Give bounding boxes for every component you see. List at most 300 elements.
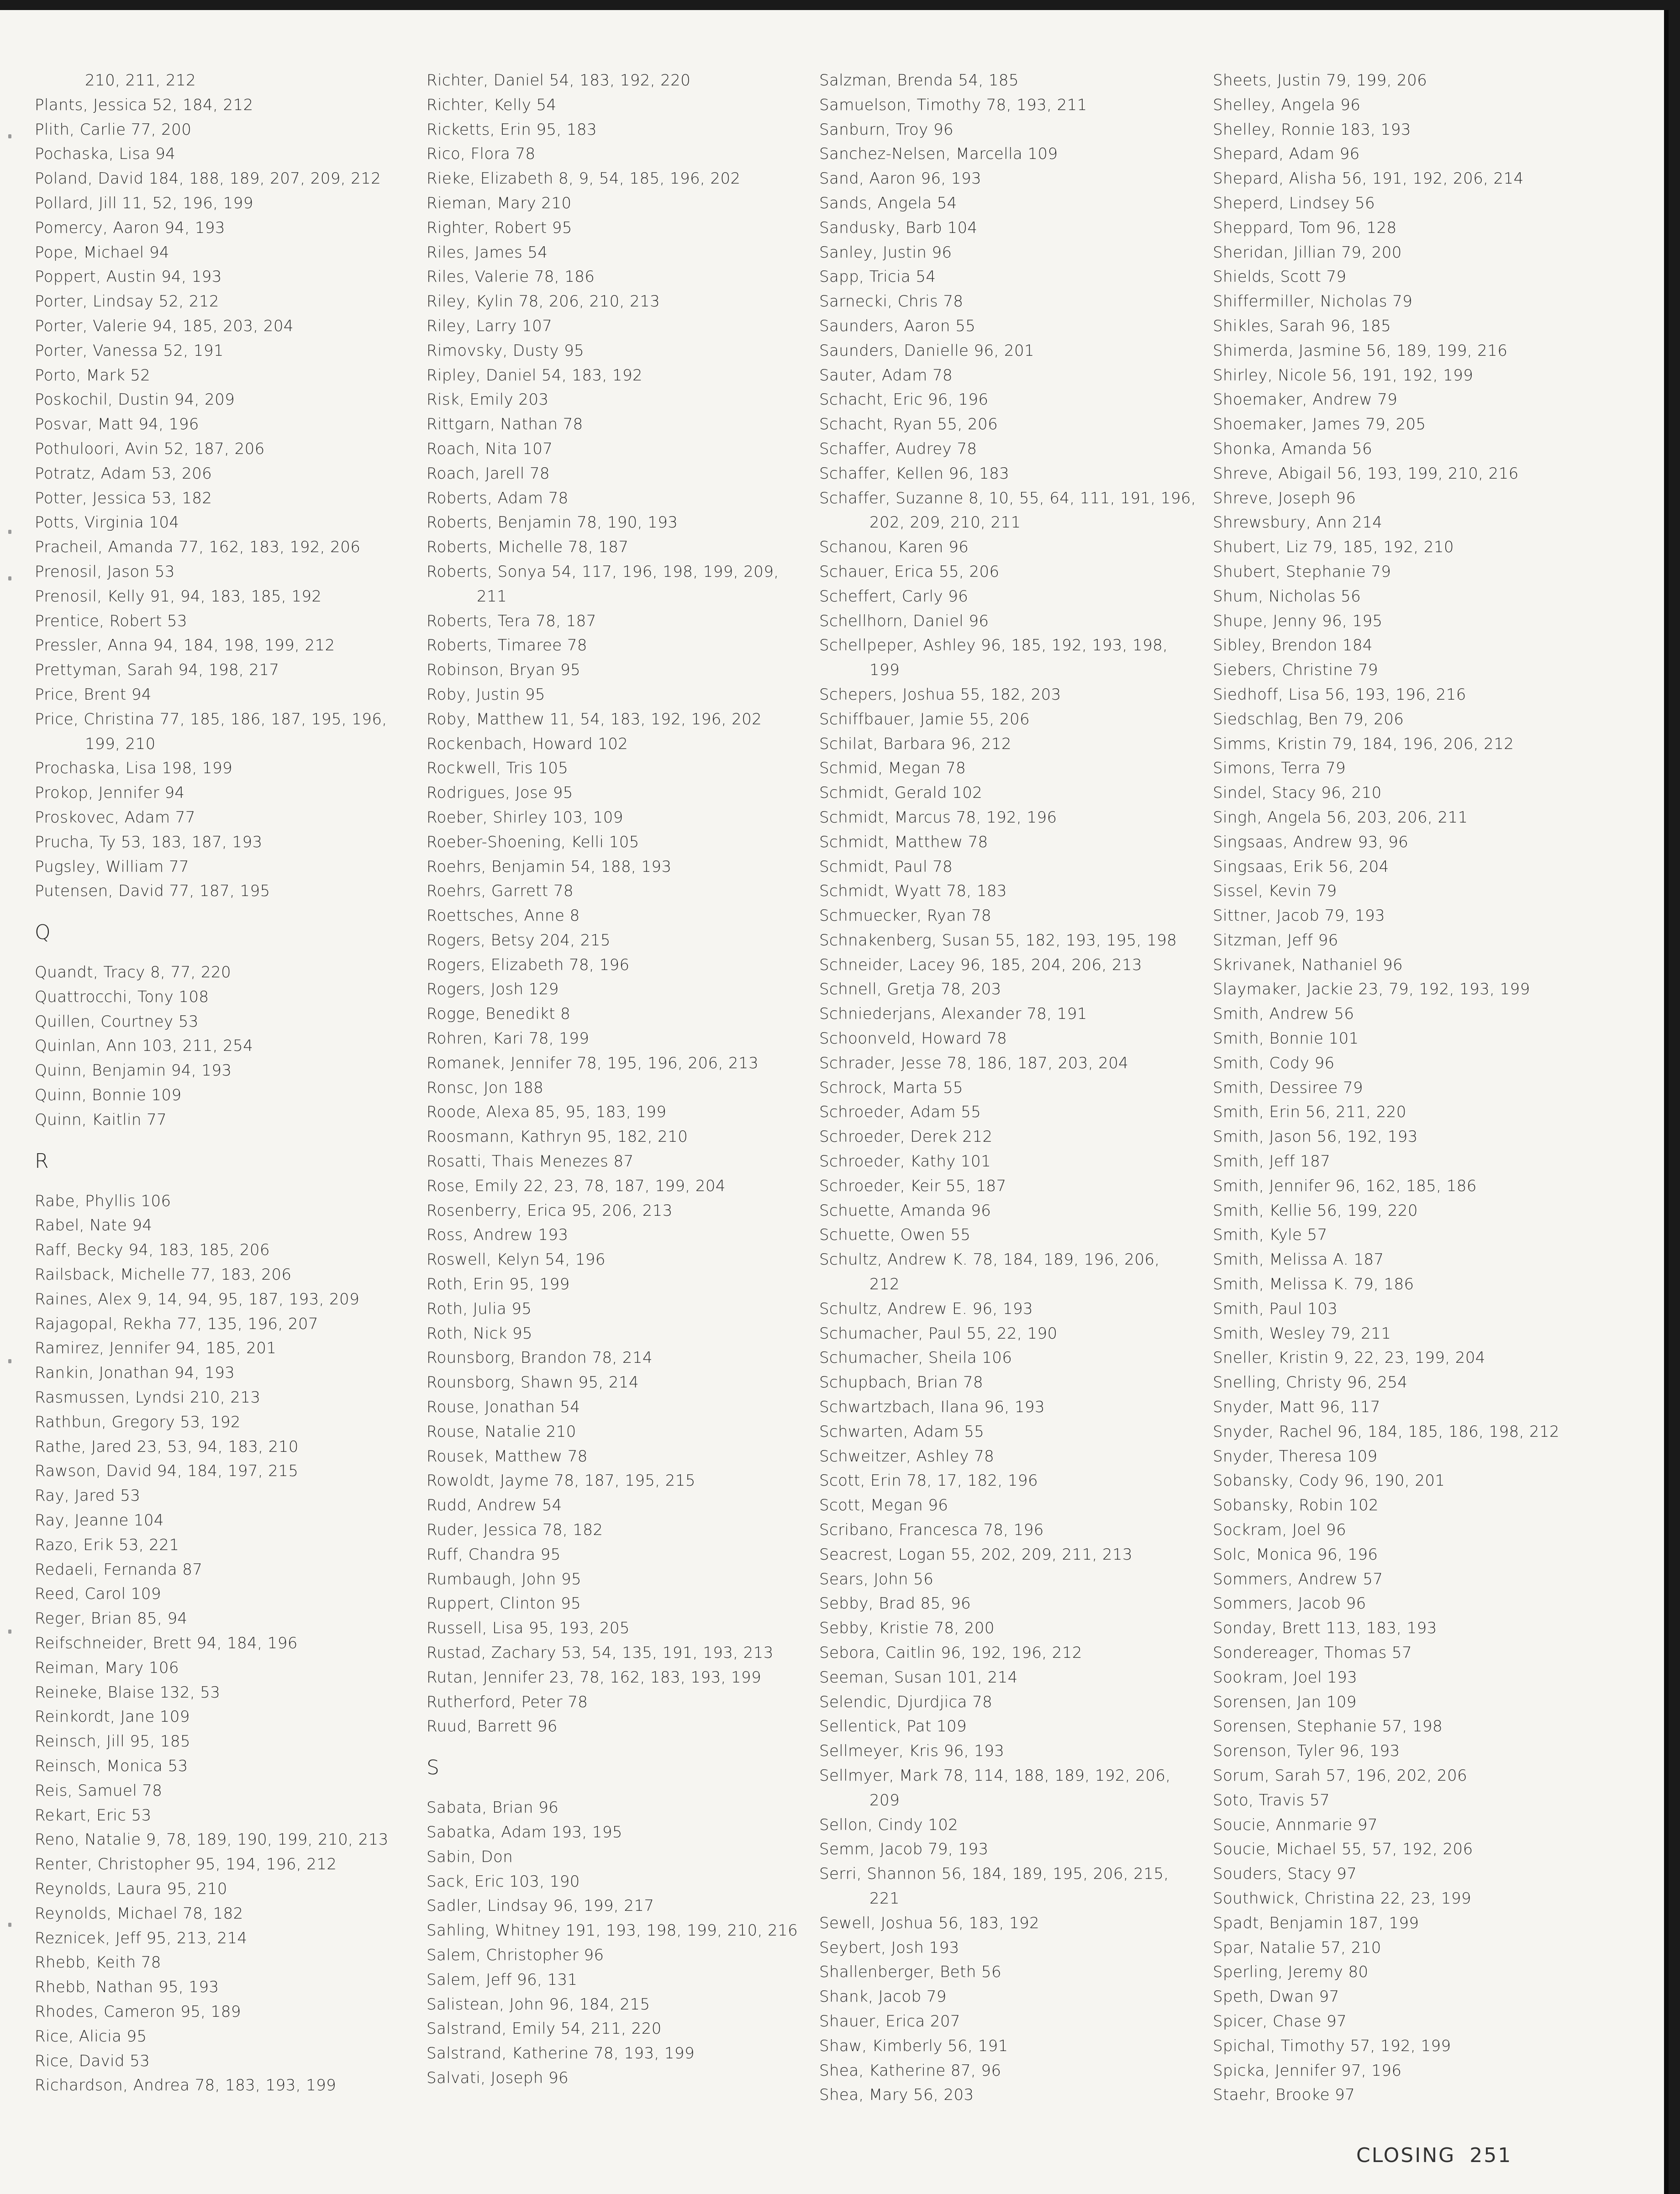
index-entry: Schauer, Erica 55, 206 <box>819 562 1000 581</box>
index-entry: Sneller, Kristin 9, 22, 23, 199, 204 <box>1213 1349 1485 1367</box>
footer-page-number: 251 <box>1469 2144 1512 2167</box>
index-entry: Samuelson, Timothy 78, 193, 211 <box>819 95 1087 114</box>
index-entry: Rouse, Jonathan 54 <box>427 1398 580 1417</box>
index-entry: Schellhorn, Daniel 96 <box>819 612 989 630</box>
index-entry: Roth, Erin 95, 199 <box>427 1275 570 1294</box>
index-entry: Russell, Lisa 95, 193, 205 <box>427 1619 630 1638</box>
margin-mark <box>8 1630 11 1634</box>
index-entry: Rutherford, Peter 78 <box>427 1693 588 1711</box>
index-entry: Sheppard, Tom 96, 128 <box>1213 218 1397 237</box>
index-entry: Roby, Justin 95 <box>427 685 545 704</box>
index-entry: Rodrigues, Jose 95 <box>427 784 573 802</box>
index-entry: Spichal, Timothy 57, 192, 199 <box>1213 2036 1451 2055</box>
index-entry: Prettyman, Sarah 94, 198, 217 <box>35 661 279 680</box>
page-footer <box>1356 2144 1512 2167</box>
index-entry: Reed, Carol 109 <box>35 1585 161 1603</box>
index-entry: Snyder, Theresa 109 <box>1213 1447 1378 1466</box>
index-entry: Ruud, Barrett 96 <box>427 1717 558 1736</box>
index-entry: Skrivanek, Nathaniel 96 <box>1213 955 1403 974</box>
index-entry: Schmidt, Paul 78 <box>819 857 953 876</box>
index-entry: Sitzman, Jeff 96 <box>1213 931 1338 949</box>
index-entry: Sorenson, Tyler 96, 193 <box>1213 1742 1400 1761</box>
index-entry: Singh, Angela 56, 203, 206, 211 <box>1213 808 1468 827</box>
index-entry: Snyder, Matt 96, 117 <box>1213 1398 1380 1417</box>
index-entry: Shank, Jacob 79 <box>819 1988 947 2006</box>
index-entry: Ramirez, Jennifer 94, 185, 201 <box>35 1339 277 1358</box>
index-entry-continuation: 212 <box>869 1275 900 1294</box>
index-entry: Schacht, Eric 96, 196 <box>819 390 989 409</box>
index-entry: Prokop, Jennifer 94 <box>35 784 185 802</box>
index-entry: Shoemaker, Andrew 79 <box>1213 390 1398 409</box>
index-entry: Sewell, Joshua 56, 183, 192 <box>819 1914 1040 1932</box>
index-entry: Sheperd, Lindsey 56 <box>1213 194 1375 212</box>
index-entry: Rutan, Jennifer 23, 78, 162, 183, 193, 199 <box>427 1668 762 1687</box>
index-entry: Roberts, Adam 78 <box>427 489 569 507</box>
index-entry: Scribano, Francesca 78, 196 <box>819 1521 1044 1540</box>
index-entry: Selendic, Djurdjica 78 <box>819 1693 993 1711</box>
index-entry: Schuette, Owen 55 <box>819 1226 971 1245</box>
index-entry: Smith, Jennifer 96, 162, 185, 186 <box>1213 1176 1477 1195</box>
index-entry: Staehr, Brooke 97 <box>1213 2086 1355 2104</box>
index-entry: Rabe, Phyllis 106 <box>35 1192 171 1210</box>
index-entry: Roode, Alexa 85, 95, 183, 199 <box>427 1103 667 1122</box>
index-entry: Sanburn, Troy 96 <box>819 120 954 139</box>
index-entry: Sellon, Cindy 102 <box>819 1815 958 1834</box>
index-column-4 <box>1213 69 1596 2108</box>
index-entry: Sorensen, Jan 109 <box>1213 1693 1357 1711</box>
index-entry: Rudd, Andrew 54 <box>427 1496 562 1515</box>
index-entry: Sobansky, Cody 96, 190, 201 <box>1213 1471 1445 1490</box>
index-entry: Simms, Kristin 79, 184, 196, 206, 212 <box>1213 734 1514 753</box>
index-entry: Schilat, Barbara 96, 212 <box>819 734 1011 753</box>
index-entry: Reinkordt, Jane 109 <box>35 1708 190 1726</box>
section-letter-heading: R <box>35 1149 49 1173</box>
index-entry: Quattrocchi, Tony 108 <box>35 987 209 1006</box>
index-entry: Singsaas, Andrew 93, 96 <box>1213 833 1409 851</box>
index-entry: Sebby, Brad 85, 96 <box>819 1594 971 1613</box>
index-entry: Rogers, Elizabeth 78, 196 <box>427 955 630 974</box>
index-entry: Siedhoff, Lisa 56, 193, 196, 216 <box>1213 685 1466 704</box>
index-column-1 <box>35 69 400 2098</box>
index-entry: Salzman, Brenda 54, 185 <box>819 71 1019 90</box>
index-entry: Sebby, Kristie 78, 200 <box>819 1619 995 1638</box>
index-entry: Smith, Cody 96 <box>1213 1054 1335 1072</box>
index-entry: Smith, Bonnie 101 <box>1213 1029 1359 1048</box>
index-entry: Ricketts, Erin 95, 183 <box>427 120 597 139</box>
index-entry: Rieman, Mary 210 <box>427 194 572 212</box>
index-entry: Sebora, Caitlin 96, 192, 196, 212 <box>819 1644 1082 1662</box>
index-entry: Prenosil, Kelly 91, 94, 183, 185, 192 <box>35 587 322 606</box>
index-entry: Schroeder, Adam 55 <box>819 1103 981 1122</box>
index-column-3 <box>819 69 1203 2108</box>
index-entry: Porter, Valerie 94, 185, 203, 204 <box>35 316 294 335</box>
index-entry: Smith, Jason 56, 192, 193 <box>1213 1128 1418 1146</box>
index-entry: Sabin, Don <box>427 1847 513 1866</box>
index-entry: Roth, Julia 95 <box>427 1299 532 1318</box>
index-entry: Prucha, Ty 53, 183, 187, 193 <box>35 833 263 851</box>
index-entry: Schellpeper, Ashley 96, 185, 192, 193, 198, <box>819 636 1168 655</box>
index-entry: Reiman, Mary 106 <box>35 1658 179 1677</box>
index-entry: Shelley, Ronnie 183, 193 <box>1213 120 1411 139</box>
index-entry: Prentice, Robert 53 <box>35 612 187 630</box>
index-entry: Quandt, Tracy 8, 77, 220 <box>35 963 232 982</box>
index-entry: Sheets, Justin 79, 199, 206 <box>1213 71 1427 90</box>
index-entry: Saunders, Aaron 55 <box>819 316 976 335</box>
index-entry-continuation: 209 <box>869 1791 900 1809</box>
index-entry: Pothuloori, Avin 52, 187, 206 <box>35 439 265 458</box>
index-entry: Schiffbauer, Jamie 55, 206 <box>819 710 1030 728</box>
index-entry: Prochaska, Lisa 198, 199 <box>35 759 233 778</box>
index-entry: Reis, Samuel 78 <box>35 1781 163 1800</box>
index-entry: Porter, Vanessa 52, 191 <box>35 341 224 360</box>
index-entry: Rounsborg, Shawn 95, 214 <box>427 1373 639 1392</box>
index-entry: Schmidt, Wyatt 78, 183 <box>819 882 1007 901</box>
index-entry: Redaeli, Fernanda 87 <box>35 1560 203 1579</box>
index-entry: Semm, Jacob 79, 193 <box>819 1840 989 1859</box>
index-entry: Rhodes, Cameron 95, 189 <box>35 2002 241 2021</box>
index-entry: Sabata, Brian 96 <box>427 1798 559 1817</box>
index-entry: Smith, Kellie 56, 199, 220 <box>1213 1201 1418 1220</box>
margin-mark <box>8 1359 11 1363</box>
index-entry: Salstrand, Katherine 78, 193, 199 <box>427 2044 695 2063</box>
index-entry: Ripley, Daniel 54, 183, 192 <box>427 366 643 385</box>
index-entry: Sand, Aaron 96, 193 <box>819 169 982 188</box>
index-entry: Rice, Alicia 95 <box>35 2027 147 2046</box>
index-entry: Shauer, Erica 207 <box>819 2012 960 2031</box>
index-entry: Salvati, Joseph 96 <box>427 2068 569 2087</box>
index-entry: Schwarten, Adam 55 <box>819 1422 985 1441</box>
index-entry-continuation: 210, 211, 212 <box>85 71 196 90</box>
index-entry: Ruppert, Clinton 95 <box>427 1594 581 1613</box>
index-entry: Price, Christina 77, 185, 186, 187, 195, 196, <box>35 710 387 728</box>
margin-mark <box>8 134 11 138</box>
index-entry: Snyder, Rachel 96, 184, 185, 186, 198, 212 <box>1213 1422 1560 1441</box>
index-entry: Shelley, Angela 96 <box>1213 95 1361 114</box>
index-entry: Soucie, Michael 55, 57, 192, 206 <box>1213 1840 1473 1859</box>
index-entry: Rice, David 53 <box>35 2052 150 2070</box>
index-entry: Speth, Dwan 97 <box>1213 1988 1339 2006</box>
index-entry: Seybert, Josh 193 <box>819 1938 959 1957</box>
index-entry: Sobansky, Robin 102 <box>1213 1496 1379 1515</box>
index-entry: Shaw, Kimberly 56, 191 <box>819 2036 1008 2055</box>
section-letter-heading: S <box>427 1756 440 1780</box>
index-entry: Price, Brent 94 <box>35 685 152 704</box>
index-entry: Schmidt, Marcus 78, 192, 196 <box>819 808 1057 827</box>
index-entry: Sissel, Kevin 79 <box>1213 882 1337 901</box>
index-entry: Sommers, Jacob 96 <box>1213 1594 1366 1613</box>
index-entry: Rounsborg, Brandon 78, 214 <box>427 1349 653 1367</box>
index-entry: Siebers, Christine 79 <box>1213 661 1378 680</box>
index-entry: Rankin, Jonathan 94, 193 <box>35 1364 235 1382</box>
index-entry: Schacht, Ryan 55, 206 <box>819 415 998 434</box>
index-entry: Scott, Erin 78, 17, 182, 196 <box>819 1471 1038 1490</box>
index-entry: Rousek, Matthew 78 <box>427 1447 588 1466</box>
index-entry: Shallenberger, Beth 56 <box>819 1963 1002 1982</box>
margin-mark <box>8 530 11 534</box>
index-entry: Romanek, Jennifer 78, 195, 196, 206, 213 <box>427 1054 759 1072</box>
index-entry: Sabatka, Adam 193, 195 <box>427 1823 622 1841</box>
index-entry: Reger, Brian 85, 94 <box>35 1609 188 1628</box>
margin-mark <box>8 1923 11 1927</box>
index-entry: Rekart, Eric 53 <box>35 1806 152 1825</box>
index-entry-continuation: 199 <box>869 661 900 680</box>
index-entry: Reifschneider, Brett 94, 184, 196 <box>35 1634 298 1653</box>
index-entry: Scott, Megan 96 <box>819 1496 948 1515</box>
index-entry: Rogers, Betsy 204, 215 <box>427 931 611 949</box>
index-entry: Riles, Valerie 78, 186 <box>427 268 595 286</box>
index-entry: Smith, Kyle 57 <box>1213 1226 1327 1245</box>
index-entry: Schroeder, Keir 55, 187 <box>819 1176 1006 1195</box>
index-entry: Riley, Larry 107 <box>427 316 553 335</box>
index-entry: Rockenbach, Howard 102 <box>427 734 628 753</box>
index-entry: Posvar, Matt 94, 196 <box>35 415 199 434</box>
index-entry: Roehrs, Garrett 78 <box>427 882 574 901</box>
index-entry: Roberts, Timaree 78 <box>427 636 587 655</box>
index-entry: Shea, Katherine 87, 96 <box>819 2061 1001 2080</box>
index-entry: Smith, Erin 56, 211, 220 <box>1213 1103 1406 1122</box>
index-entry: Spicka, Jennifer 97, 196 <box>1213 2061 1402 2080</box>
index-entry: Roettsches, Anne 8 <box>427 907 580 925</box>
index-entry: Seeman, Susan 101, 214 <box>819 1668 1018 1687</box>
index-entry: Plith, Carlie 77, 200 <box>35 120 192 139</box>
index-entry: Prenosil, Jason 53 <box>35 562 175 581</box>
index-entry: Rosenberry, Erica 95, 206, 213 <box>427 1201 673 1220</box>
index-entry: Shrewsbury, Ann 214 <box>1213 513 1383 532</box>
index-entry: Potter, Jessica 53, 182 <box>35 489 212 507</box>
index-entry: Razo, Erik 53, 221 <box>35 1535 179 1554</box>
index-entry: Richter, Kelly 54 <box>427 95 557 114</box>
index-entry: Rathe, Jared 23, 53, 94, 183, 210 <box>35 1437 299 1456</box>
index-entry: Schweitzer, Ashley 78 <box>819 1447 995 1466</box>
index-entry: Pracheil, Amanda 77, 162, 183, 192, 206 <box>35 538 361 557</box>
index-entry: Roberts, Benjamin 78, 190, 193 <box>427 513 678 532</box>
index-entry: Sellmeyer, Kris 96, 193 <box>819 1742 1005 1761</box>
index-entry: Rouse, Natalie 210 <box>427 1422 576 1441</box>
index-entry: Quinlan, Ann 103, 211, 254 <box>35 1037 253 1055</box>
index-entry: Sorum, Sarah 57, 196, 202, 206 <box>1213 1766 1468 1785</box>
index-entry: Rajagopal, Rekha 77, 135, 196, 207 <box>35 1314 318 1333</box>
index-entry: Rabel, Nate 94 <box>35 1216 153 1235</box>
index-entry: Ruder, Jessica 78, 182 <box>427 1521 603 1540</box>
index-entry: Salstrand, Emily 54, 211, 220 <box>427 2020 662 2038</box>
index-entry: Shupe, Jenny 96, 195 <box>1213 612 1383 630</box>
margin-mark <box>8 576 11 580</box>
index-entry: Serri, Shannon 56, 184, 189, 195, 206, 215, <box>819 1865 1169 1883</box>
index-entry: Schepers, Joshua 55, 182, 203 <box>819 685 1061 704</box>
index-entry: Schroeder, Kathy 101 <box>819 1152 991 1171</box>
index-entry: Salem, Jeff 96, 131 <box>427 1970 578 1989</box>
index-entry: Sack, Eric 103, 190 <box>427 1872 580 1891</box>
index-entry: Smith, Melissa K. 79, 186 <box>1213 1275 1414 1294</box>
index-entry: Sauter, Adam 78 <box>819 366 953 385</box>
index-entry: Ray, Jared 53 <box>35 1487 141 1505</box>
index-entry: Reinsch, Jill 95, 185 <box>35 1732 190 1751</box>
index-entry: Ronsc, Jon 188 <box>427 1078 544 1097</box>
index-entry: Reineke, Blaise 132, 53 <box>35 1683 221 1702</box>
index-entry-continuation: 199, 210 <box>85 734 156 753</box>
index-entry: Rasmussen, Lyndsi 210, 213 <box>35 1388 261 1407</box>
index-entry: Poland, David 184, 188, 189, 207, 209, 212 <box>35 169 381 188</box>
section-letter-heading: Q <box>35 921 51 944</box>
index-entry: Schmidt, Gerald 102 <box>819 784 983 802</box>
index-entry: Spicer, Chase 97 <box>1213 2012 1347 2031</box>
index-entry: Putensen, David 77, 187, 195 <box>35 882 270 901</box>
index-entry: Pope, Michael 94 <box>35 243 169 262</box>
index-entry: Spar, Natalie 57, 210 <box>1213 1938 1381 1957</box>
index-entry-continuation: 211 <box>477 587 507 606</box>
index-entry: Sibley, Brendon 184 <box>1213 636 1373 655</box>
index-entry: Rogge, Benedikt 8 <box>427 1005 571 1023</box>
index-entry: Schrock, Marta 55 <box>819 1078 964 1097</box>
index-entry: Rose, Emily 22, 23, 78, 187, 199, 204 <box>427 1176 726 1195</box>
footer-section: CLOSING <box>1356 2144 1456 2167</box>
index-entry: Sheridan, Jillian 79, 200 <box>1213 243 1402 262</box>
index-entry: Schnell, Gretja 78, 203 <box>819 980 1001 999</box>
index-entry: Southwick, Christina 22, 23, 199 <box>1213 1889 1471 1908</box>
index-entry: Sears, John 56 <box>819 1570 934 1588</box>
index-entry: Sperling, Jeremy 80 <box>1213 1963 1369 1982</box>
index-entry: Schroeder, Derek 212 <box>819 1128 993 1146</box>
index-entry: Scheffert, Carly 96 <box>819 587 969 606</box>
index-entry: Sadler, Lindsay 96, 199, 217 <box>427 1897 654 1915</box>
index-entry: Ross, Andrew 193 <box>427 1226 569 1245</box>
index-entry: Quinn, Bonnie 109 <box>35 1086 182 1105</box>
index-entry: Salistean, John 96, 184, 215 <box>427 1995 650 2014</box>
index-entry: Smith, Andrew 56 <box>1213 1005 1354 1023</box>
index-entry: Roberts, Michelle 78, 187 <box>427 538 629 557</box>
index-entry: Reno, Natalie 9, 78, 189, 190, 199, 210, 213 <box>35 1830 389 1849</box>
index-entry: Renter, Christopher 95, 194, 196, 212 <box>35 1855 337 1874</box>
index-entry: Rosatti, Thais Menezes 87 <box>427 1152 634 1171</box>
index-entry: Slaymaker, Jackie 23, 79, 192, 193, 199 <box>1213 980 1530 999</box>
index-entry: Schwartzbach, Ilana 96, 193 <box>819 1398 1045 1417</box>
index-entry: Richter, Daniel 54, 183, 192, 220 <box>427 71 691 90</box>
index-entry: Smith, Dessiree 79 <box>1213 1078 1363 1097</box>
index-entry: Pollard, Jill 11, 52, 196, 199 <box>35 194 253 212</box>
index-entry: Shields, Scott 79 <box>1213 268 1347 286</box>
index-entry: Poppert, Austin 94, 193 <box>35 268 222 286</box>
index-entry: Quinn, Kaitlin 77 <box>35 1110 167 1129</box>
index-entry: Roby, Matthew 11, 54, 183, 192, 196, 202 <box>427 710 762 728</box>
index-entry: Porter, Lindsay 52, 212 <box>35 292 219 311</box>
index-entry: Potts, Virginia 104 <box>35 513 179 532</box>
index-entry: Sanchez-Nelsen, Marcella 109 <box>819 145 1058 163</box>
index-entry: Singsaas, Erik 56, 204 <box>1213 857 1389 876</box>
index-entry: Shum, Nicholas 56 <box>1213 587 1361 606</box>
index-entry: Rieke, Elizabeth 8, 9, 54, 185, 196, 202 <box>427 169 741 188</box>
index-entry: Schultz, Andrew E. 96, 193 <box>819 1299 1033 1318</box>
index-column-2 <box>427 69 801 2091</box>
index-entry: Schnakenberg, Susan 55, 182, 193, 195, 198 <box>819 931 1177 949</box>
index-entry: Shonka, Amanda 56 <box>1213 439 1373 458</box>
index-entry: Soucie, Annmarie 97 <box>1213 1815 1378 1834</box>
index-entry: Rimovsky, Dusty 95 <box>427 341 585 360</box>
index-entry: Schupbach, Brian 78 <box>819 1373 983 1392</box>
index-entry: Snelling, Christy 96, 254 <box>1213 1373 1408 1392</box>
index-entry: Schaffer, Audrey 78 <box>819 439 977 458</box>
index-entry: Soto, Travis 57 <box>1213 1791 1330 1809</box>
index-entry: Shea, Mary 56, 203 <box>819 2086 974 2104</box>
index-entry: Rhebb, Nathan 95, 193 <box>35 1978 219 1997</box>
index-entry: Sommers, Andrew 57 <box>1213 1570 1383 1588</box>
index-entry: Sookram, Joel 193 <box>1213 1668 1358 1687</box>
index-entry: Raff, Becky 94, 183, 185, 206 <box>35 1241 270 1260</box>
index-entry: Railsback, Michelle 77, 183, 206 <box>35 1266 292 1284</box>
index-entry: Seacrest, Logan 55, 202, 209, 211, 213 <box>819 1545 1133 1564</box>
index-entry: Sockram, Joel 96 <box>1213 1521 1346 1540</box>
index-entry: Sindel, Stacy 96, 210 <box>1213 784 1382 802</box>
index-entry: Schumacher, Sheila 106 <box>819 1349 1012 1367</box>
index-entry: Roswell, Kelyn 54, 196 <box>427 1250 606 1269</box>
index-entry: Schmidt, Matthew 78 <box>819 833 988 851</box>
index-entry: Siedschlag, Ben 79, 206 <box>1213 710 1404 728</box>
index-entry: Sapp, Tricia 54 <box>819 268 936 286</box>
index-entry: Roehrs, Benjamin 54, 188, 193 <box>427 857 672 876</box>
index-entry: Riles, James 54 <box>427 243 548 262</box>
index-entry: Reynolds, Laura 95, 210 <box>35 1879 227 1898</box>
index-entry: Saunders, Danielle 96, 201 <box>819 341 1035 360</box>
index-entry: Sonday, Brett 113, 183, 193 <box>1213 1619 1437 1638</box>
index-entry: Reynolds, Michael 78, 182 <box>35 1904 243 1923</box>
index-entry: Quillen, Courtney 53 <box>35 1012 199 1031</box>
index-entry: Pomercy, Aaron 94, 193 <box>35 218 225 237</box>
index-entry: Ray, Jeanne 104 <box>35 1511 164 1530</box>
index-entry: Schultz, Andrew K. 78, 184, 189, 196, 206, <box>819 1250 1160 1269</box>
index-entry: Rowoldt, Jayme 78, 187, 195, 215 <box>427 1471 695 1490</box>
index-entry: Schrader, Jesse 78, 186, 187, 203, 204 <box>819 1054 1129 1072</box>
index-entry: Sellmyer, Mark 78, 114, 188, 189, 192, 206, <box>819 1766 1171 1785</box>
index-entry-continuation: 221 <box>869 1889 900 1908</box>
index-entry: Roeber, Shirley 103, 109 <box>427 808 623 827</box>
index-entry: Shubert, Liz 79, 185, 192, 210 <box>1213 538 1454 557</box>
index-entry: Shubert, Stephanie 79 <box>1213 562 1391 581</box>
index-entry: Roach, Jarell 78 <box>427 464 550 483</box>
yearbook-index-page <box>0 10 1669 2194</box>
index-entry: Sandusky, Barb 104 <box>819 218 978 237</box>
index-entry: Shoemaker, James 79, 205 <box>1213 415 1426 434</box>
index-entry: Shikles, Sarah 96, 185 <box>1213 316 1391 335</box>
index-entry: Poskochil, Dustin 94, 209 <box>35 390 235 409</box>
index-entry: Rawson, David 94, 184, 197, 215 <box>35 1462 299 1481</box>
index-entry: Rhebb, Keith 78 <box>35 1953 161 1972</box>
index-entry: Sands, Angela 54 <box>819 194 957 212</box>
index-entry: Schmuecker, Ryan 78 <box>819 907 992 925</box>
index-entry: Smith, Wesley 79, 211 <box>1213 1324 1391 1343</box>
index-entry: Rohren, Kari 78, 199 <box>427 1029 590 1048</box>
index-entry: Risk, Emily 203 <box>427 390 549 409</box>
index-entry: Sellentick, Pat 109 <box>819 1717 967 1736</box>
index-entry: Schaffer, Suzanne 8, 10, 55, 64, 111, 191, 196, <box>819 489 1196 507</box>
index-entry: Roosmann, Kathryn 95, 182, 210 <box>427 1128 688 1146</box>
index-entry: Roberts, Sonya 54, 117, 196, 198, 199, 209, <box>427 562 779 581</box>
index-entry: Rathbun, Gregory 53, 192 <box>35 1413 241 1431</box>
index-entry: Simons, Terra 79 <box>1213 759 1346 778</box>
index-entry: Rockwell, Tris 105 <box>427 759 569 778</box>
index-entry: Salem, Christopher 96 <box>427 1946 604 1964</box>
index-entry: Souders, Stacy 97 <box>1213 1865 1357 1883</box>
index-entry: Shepard, Adam 96 <box>1213 145 1360 163</box>
index-entry: Rogers, Josh 129 <box>427 980 559 999</box>
index-entry: Proskovec, Adam 77 <box>35 808 195 827</box>
index-entry: Roach, Nita 107 <box>427 439 553 458</box>
index-entry: Ruff, Chandra 95 <box>427 1545 561 1564</box>
index-entry: Shirley, Nicole 56, 191, 192, 199 <box>1213 366 1474 385</box>
index-entry: Schanou, Karen 96 <box>819 538 969 557</box>
index-entry: Pugsley, William 77 <box>35 857 189 876</box>
index-entry: Sittner, Jacob 79, 193 <box>1213 907 1385 925</box>
index-entry: Plants, Jessica 52, 184, 212 <box>35 95 253 114</box>
index-entry: Spadt, Benjamin 187, 199 <box>1213 1914 1419 1932</box>
